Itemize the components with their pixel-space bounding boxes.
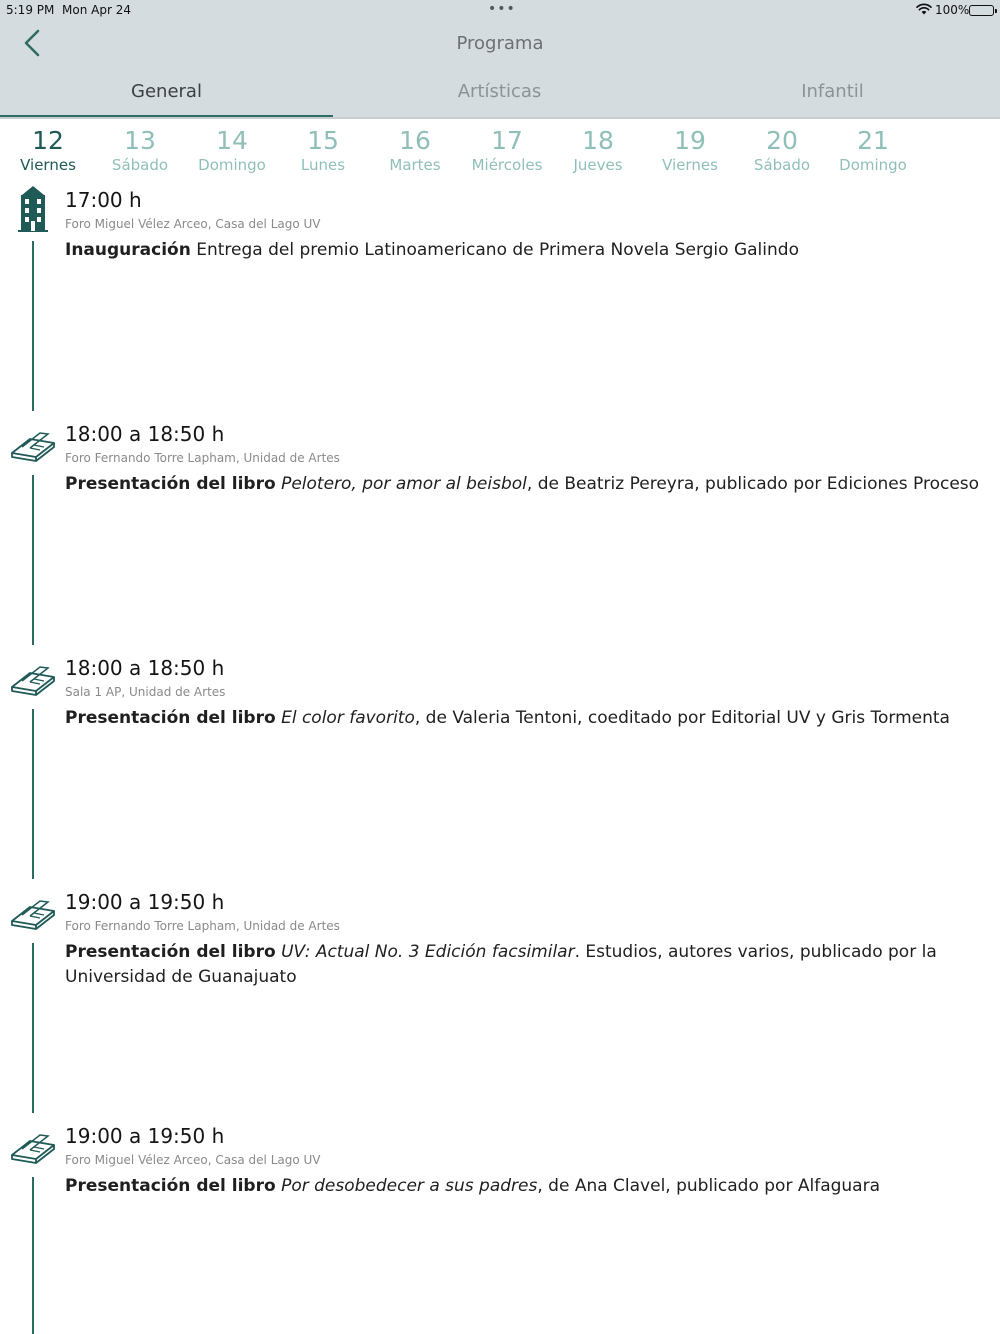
day-number: 15 <box>307 126 339 155</box>
book-icon <box>8 1121 58 1171</box>
event-type: Presentación del libro <box>65 474 276 494</box>
timeline-line <box>32 475 34 645</box>
event-book-title: Pelotero, por amor al beisbol <box>281 474 527 494</box>
event-time: 19:00 a 19:50 h <box>65 890 225 914</box>
timeline-line <box>32 709 34 879</box>
day-weekday: Viernes <box>662 156 718 174</box>
tab-divider <box>0 117 1000 119</box>
event-time: 17:00 h <box>65 188 142 212</box>
day-20[interactable] <box>736 126 828 178</box>
day-14[interactable] <box>186 126 278 178</box>
event-place: Foro Miguel Vélez Arceo, Casa del Lago UV <box>65 1153 321 1167</box>
event-place: Sala 1 AP, Unidad de Artes <box>65 685 226 699</box>
event-description <box>65 940 990 990</box>
day-number: 12 <box>32 126 64 155</box>
day-number: 20 <box>766 126 798 155</box>
day-16[interactable] <box>369 126 461 178</box>
event-type: Presentación del libro <box>65 1176 276 1196</box>
book-icon <box>8 419 58 469</box>
event-description <box>65 238 990 263</box>
day-number: 14 <box>216 126 248 155</box>
battery-icon <box>969 5 994 16</box>
day-weekday: Miércoles <box>471 156 543 174</box>
tab-label: General <box>131 81 202 102</box>
timeline-line <box>32 1177 34 1334</box>
book-icon <box>8 887 58 937</box>
event-description <box>65 1174 990 1199</box>
event-details: . Estudios, autores varios, publicado por la Universidad de Guanajuato <box>65 942 937 987</box>
day-number: 18 <box>582 126 614 155</box>
event-place: Foro Fernando Torre Lapham, Unidad de Artes <box>65 919 340 933</box>
day-number: 19 <box>674 126 706 155</box>
event-book-title: Por desobedecer a sus padres <box>281 1176 538 1196</box>
event-place: Foro Fernando Torre Lapham, Unidad de Artes <box>65 451 340 465</box>
building-icon <box>8 185 58 235</box>
wifi-icon <box>915 3 933 15</box>
event-details: , de Beatriz Pereyra, publicado por Ediciones Proceso <box>526 474 980 494</box>
day-selector <box>0 126 1000 180</box>
day-18[interactable] <box>552 126 644 178</box>
day-21[interactable] <box>827 126 919 178</box>
day-number: 17 <box>491 126 523 155</box>
day-weekday: Domingo <box>198 156 266 174</box>
day-19[interactable] <box>644 126 736 178</box>
tab-label: Artísticas <box>457 81 542 102</box>
timeline-line <box>32 943 34 1113</box>
event-details: Entrega del premio Latinoamericano de Primera Novela Sergio Galindo <box>190 240 799 260</box>
day-number: 21 <box>857 126 889 155</box>
tab-general[interactable] <box>0 78 333 118</box>
day-weekday: Domingo <box>839 156 907 174</box>
page-title: Programa <box>456 33 544 54</box>
day-17[interactable] <box>461 126 553 178</box>
status-date: Mon Apr 24 <box>62 3 131 17</box>
event-details: , de Ana Clavel, publicado por Alfaguara <box>537 1176 880 1196</box>
category-tabs <box>0 78 1000 118</box>
tab-artisticas[interactable] <box>333 78 666 118</box>
day-15[interactable] <box>277 126 369 178</box>
day-number: 13 <box>124 126 156 155</box>
event-type: Presentación del libro <box>65 942 276 962</box>
top-bar <box>0 0 1000 118</box>
event-time: 19:00 a 19:50 h <box>65 1124 225 1148</box>
event-type: Inauguración <box>65 240 191 260</box>
book-icon <box>8 653 58 703</box>
day-weekday: Sábado <box>111 156 169 174</box>
day-weekday: Jueves <box>573 156 623 174</box>
event-description <box>65 706 990 731</box>
day-13[interactable] <box>94 126 186 178</box>
event-book-title: El color favorito <box>281 708 415 728</box>
event-description <box>65 472 990 497</box>
event-time: 18:00 a 18:50 h <box>65 656 225 680</box>
multitasking-dots-icon[interactable]: ••• <box>488 1 516 17</box>
tab-label: Infantil <box>801 81 864 102</box>
status-bar <box>0 0 1000 22</box>
battery-percent: 100% <box>935 3 970 17</box>
event-book-title: UV: Actual No. 3 Edición facsimilar <box>281 942 575 962</box>
event-type: Presentación del libro <box>65 708 276 728</box>
timeline-line <box>32 241 34 411</box>
event-time: 18:00 a 18:50 h <box>65 422 225 446</box>
day-weekday: Lunes <box>300 156 346 174</box>
day-weekday: Viernes <box>20 156 76 174</box>
day-weekday: Sábado <box>753 156 811 174</box>
tab-infantil[interactable] <box>666 78 999 118</box>
event-details: , de Valeria Tentoni, coeditado por Editorial UV y Gris Tormenta <box>414 708 950 728</box>
day-12[interactable] <box>2 126 94 178</box>
day-number: 16 <box>399 126 431 155</box>
status-time: 5:19 PM <box>6 3 55 17</box>
event-place: Foro Miguel Vélez Arceo, Casa del Lago UV <box>65 217 321 231</box>
day-weekday: Martes <box>389 156 441 174</box>
